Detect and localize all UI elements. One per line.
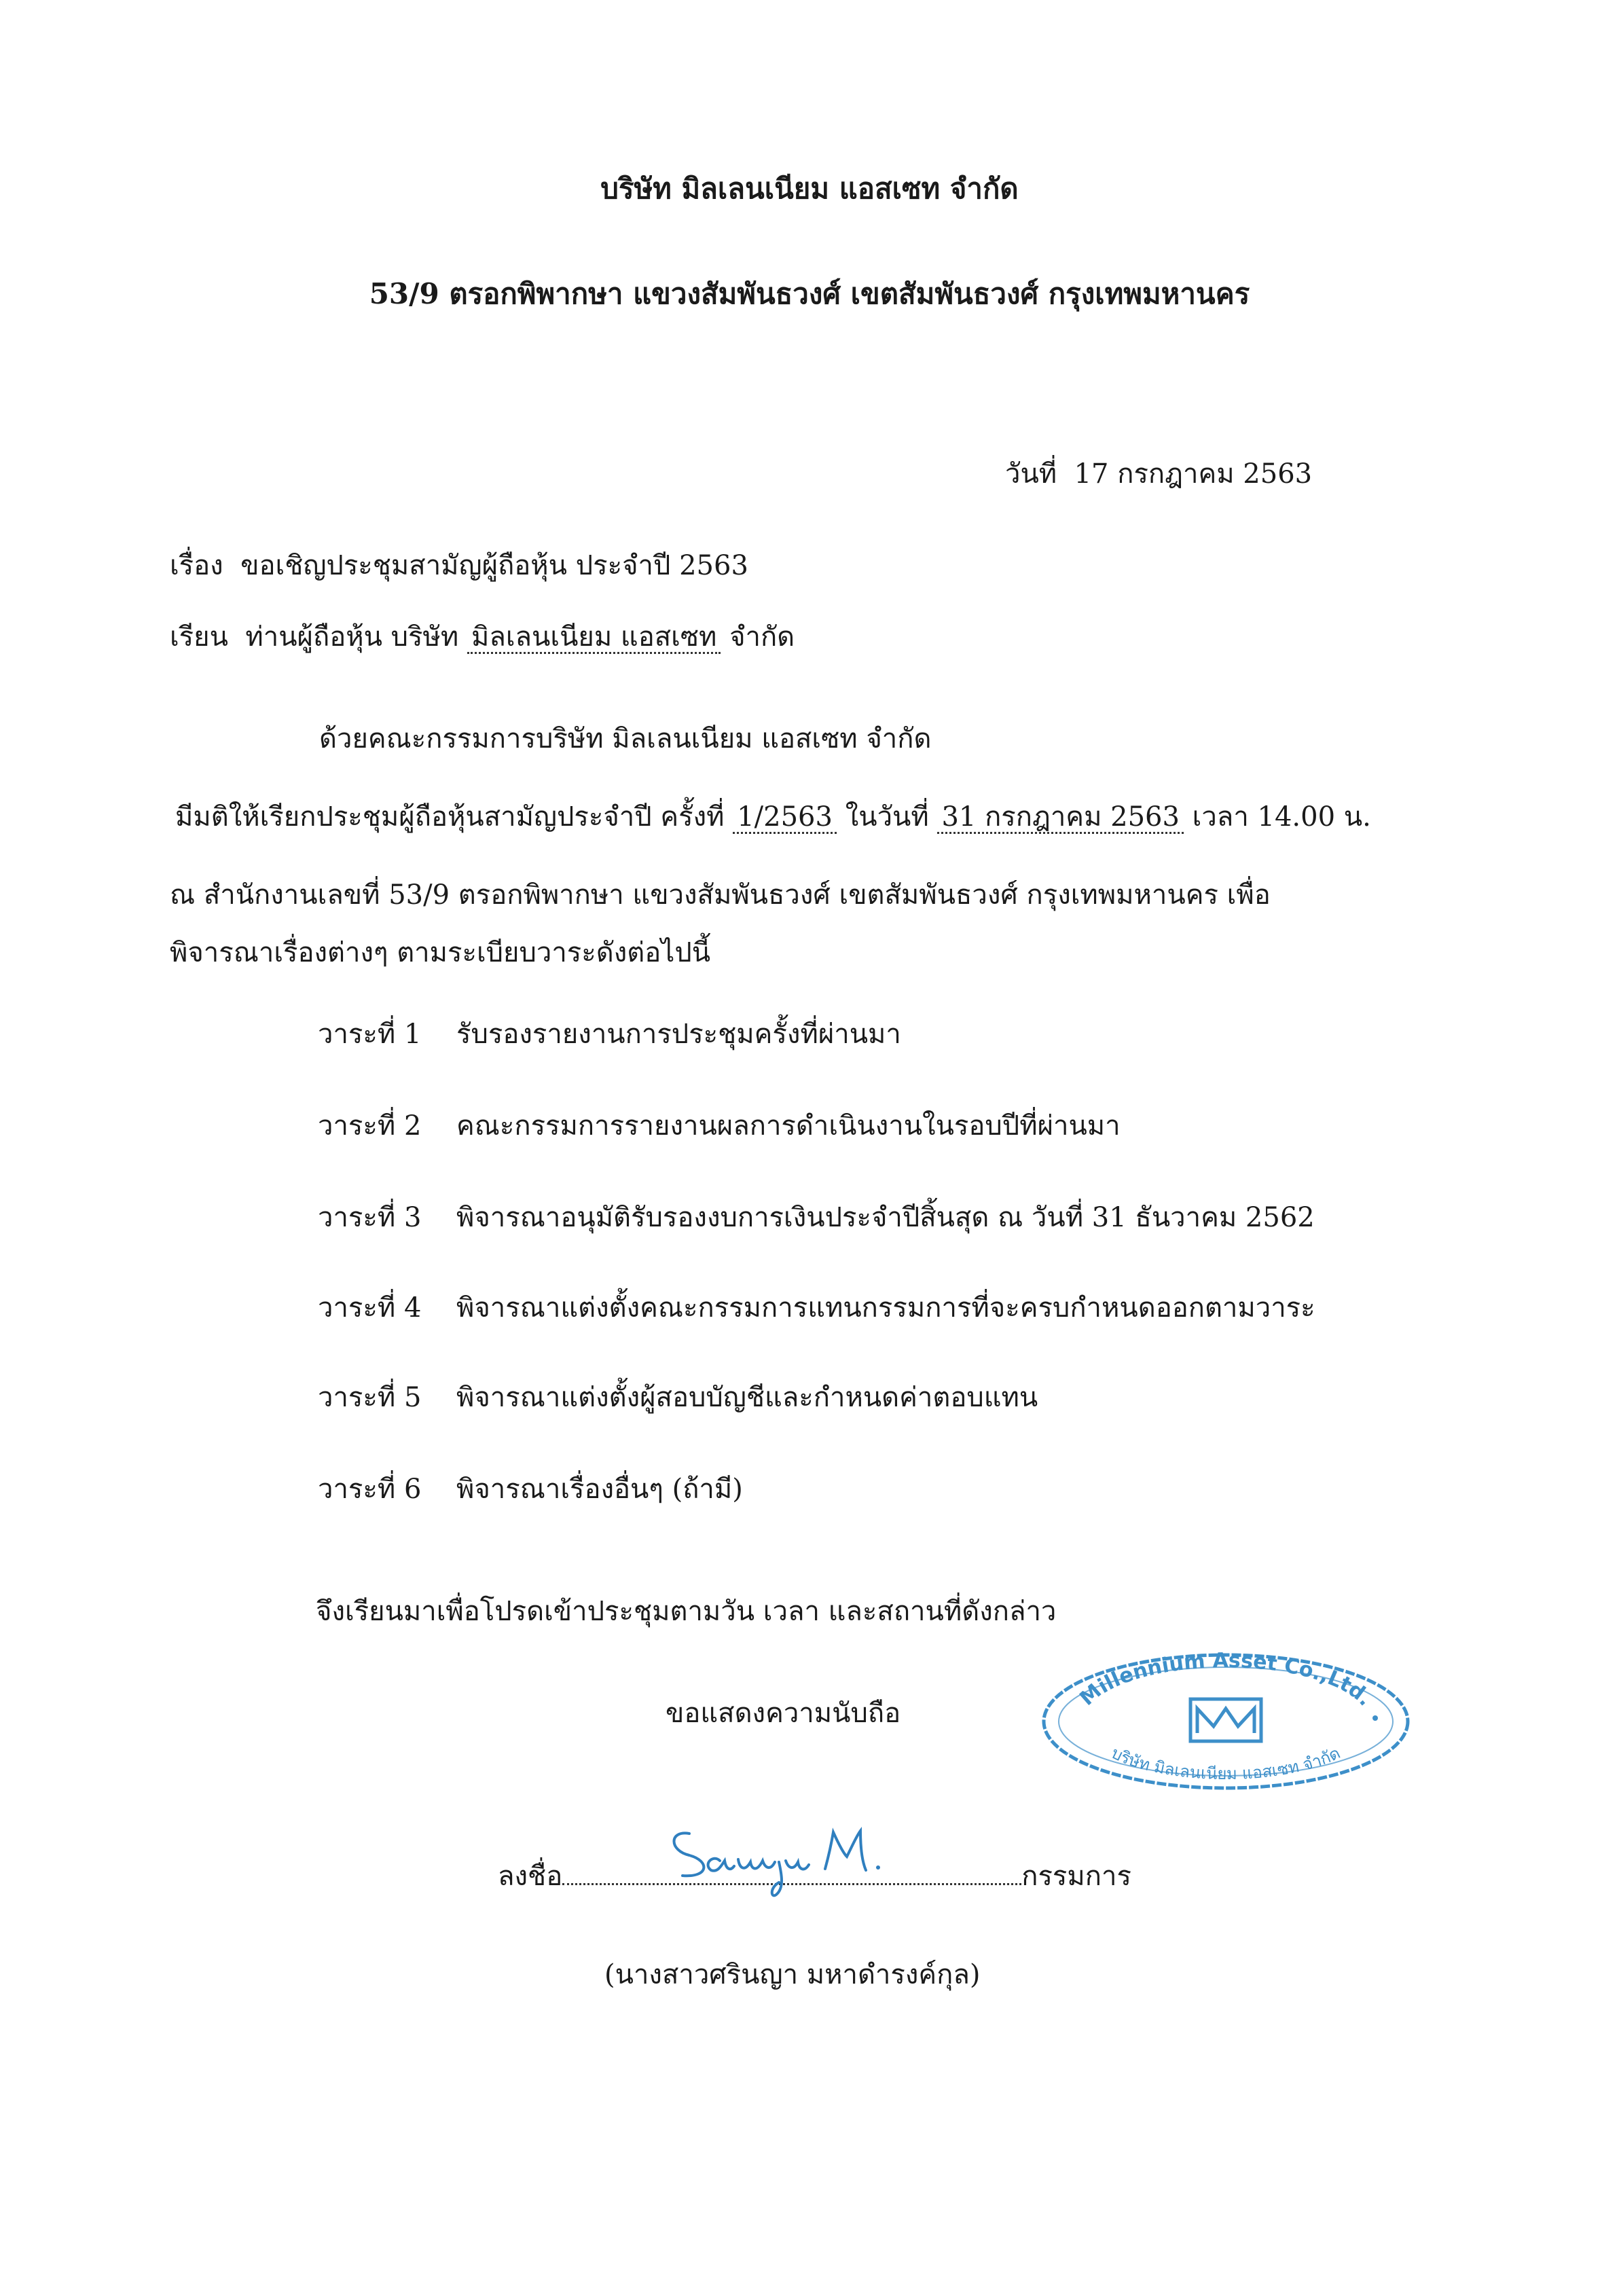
- agenda-number: วาระที่ 1: [318, 1019, 422, 1050]
- agenda-number: วาระที่ 5: [318, 1382, 422, 1413]
- meeting-time: 14.00 น.: [1257, 801, 1371, 833]
- agenda-text: คณะกรรมการรายงานผลการดำเนินงานในรอบปีที่ผ่านมา: [456, 1110, 1121, 1142]
- meeting-time-label: เวลา: [1192, 801, 1249, 833]
- body-line-3: ณ สำนักงานเลขที่ 53/9 ตรอกพิพากษา แขวงสัมพันธวงศ์ เขตสัมพันธวงศ์ กรุงเทพมหานคร เพื่อ: [170, 879, 1271, 911]
- agenda-number: วาระที่ 3: [318, 1202, 422, 1233]
- closing-regards: ขอแสดงความนับถือ: [666, 1698, 901, 1729]
- body-line-2: [175, 795, 1371, 838]
- stamp-seal-icon: [1036, 1643, 1416, 1793]
- company-stamp: [1036, 1643, 1416, 1793]
- body-line-4: พิจารณาเรื่องต่างๆ ตามระเบียบวาระดังต่อไปนี้: [170, 937, 711, 968]
- meeting-intro: มีมติให้เรียกประชุมผู้ถือหุ้นสามัญประจำปี ครั้งที่: [175, 801, 725, 833]
- agenda-number: วาระที่ 2: [318, 1110, 422, 1142]
- recipient-line: [170, 615, 795, 658]
- company-address: 53/9 ตรอกพิพากษา แขวงสัมพันธวงศ์ เขตสัมพันธวงศ์ กรุงเทพมหานคร: [369, 277, 1250, 310]
- body-line-1: ด้วยคณะกรรมการบริษัท มิลเลนเนียม แอสเซท จำกัด: [319, 723, 932, 754]
- signatory-name: (นางสาวศรินญา มหาดำรงค์กุล): [604, 1959, 981, 1990]
- recipient-suffix: จำกัด: [729, 621, 795, 653]
- agenda-text: พิจารณาแต่งตั้งคณะกรรมการแทนกรรมการที่จะครบกำหนดออกตามวาระ: [456, 1292, 1315, 1324]
- agenda-number: วาระที่ 6: [318, 1474, 422, 1505]
- date-label: วันที่: [1005, 458, 1057, 490]
- subject-label: เรื่อง: [170, 550, 223, 581]
- subject-text: ขอเชิญประชุมสามัญผู้ถือหุ้น ประจำปี 2563: [240, 550, 748, 581]
- handwritten-signature: [662, 1813, 907, 1901]
- subject-line: [170, 543, 748, 587]
- date-value: 17 กรกฎาคม 2563: [1074, 458, 1313, 490]
- agenda-number: วาระที่ 4: [318, 1292, 422, 1324]
- recipient-label: เรียน: [170, 621, 228, 653]
- signature-title: กรรมการ: [1021, 1861, 1131, 1892]
- recipient-company: มิลเลนเนียม แอสเซท: [467, 622, 721, 654]
- agenda-text: พิจารณาแต่งตั้งผู้สอบบัญชีและกำหนดค่าตอบแทน: [456, 1382, 1038, 1413]
- meeting-date-label: ในวันที่: [845, 801, 929, 833]
- agenda-text: พิจารณาเรื่องอื่นๆ (ถ้ามี): [456, 1474, 743, 1505]
- signature-scribble-icon: [662, 1813, 907, 1901]
- svg-text:Millennium Asset Co.,Ltd.: Millennium Asset Co.,Ltd.: [1075, 1648, 1378, 1711]
- meeting-number: 1/2563: [733, 802, 837, 834]
- agenda-text: พิจารณาอนุมัติรับรองงบการเงินประจำปีสิ้นสุด ณ วันที่ 31 ธันวาคม 2562: [456, 1202, 1315, 1233]
- agenda-text: รับรองรายงานการประชุมครั้งที่ผ่านมา: [456, 1019, 901, 1050]
- recipient-prefix: ท่านผู้ถือหุ้น บริษัท: [245, 621, 459, 653]
- signature-label: ลงชื่อ: [498, 1861, 563, 1892]
- letter-date: [1005, 452, 1312, 495]
- company-header: บริษัท มิลเลนเนียม แอสเซท จำกัด: [600, 172, 1019, 205]
- meeting-date: 31 กรกฎาคม 2563: [937, 802, 1184, 834]
- closing-invitation: จึงเรียนมาเพื่อโปรดเข้าประชุมตามวัน เวลา และสถานที่ดังกล่าว: [316, 1596, 1057, 1627]
- svg-text:บริษัท มิลเลนเนียม แอสเซท จำกั: บริษัท มิลเลนเนียม แอสเซท จำกัด: [1108, 1743, 1343, 1784]
